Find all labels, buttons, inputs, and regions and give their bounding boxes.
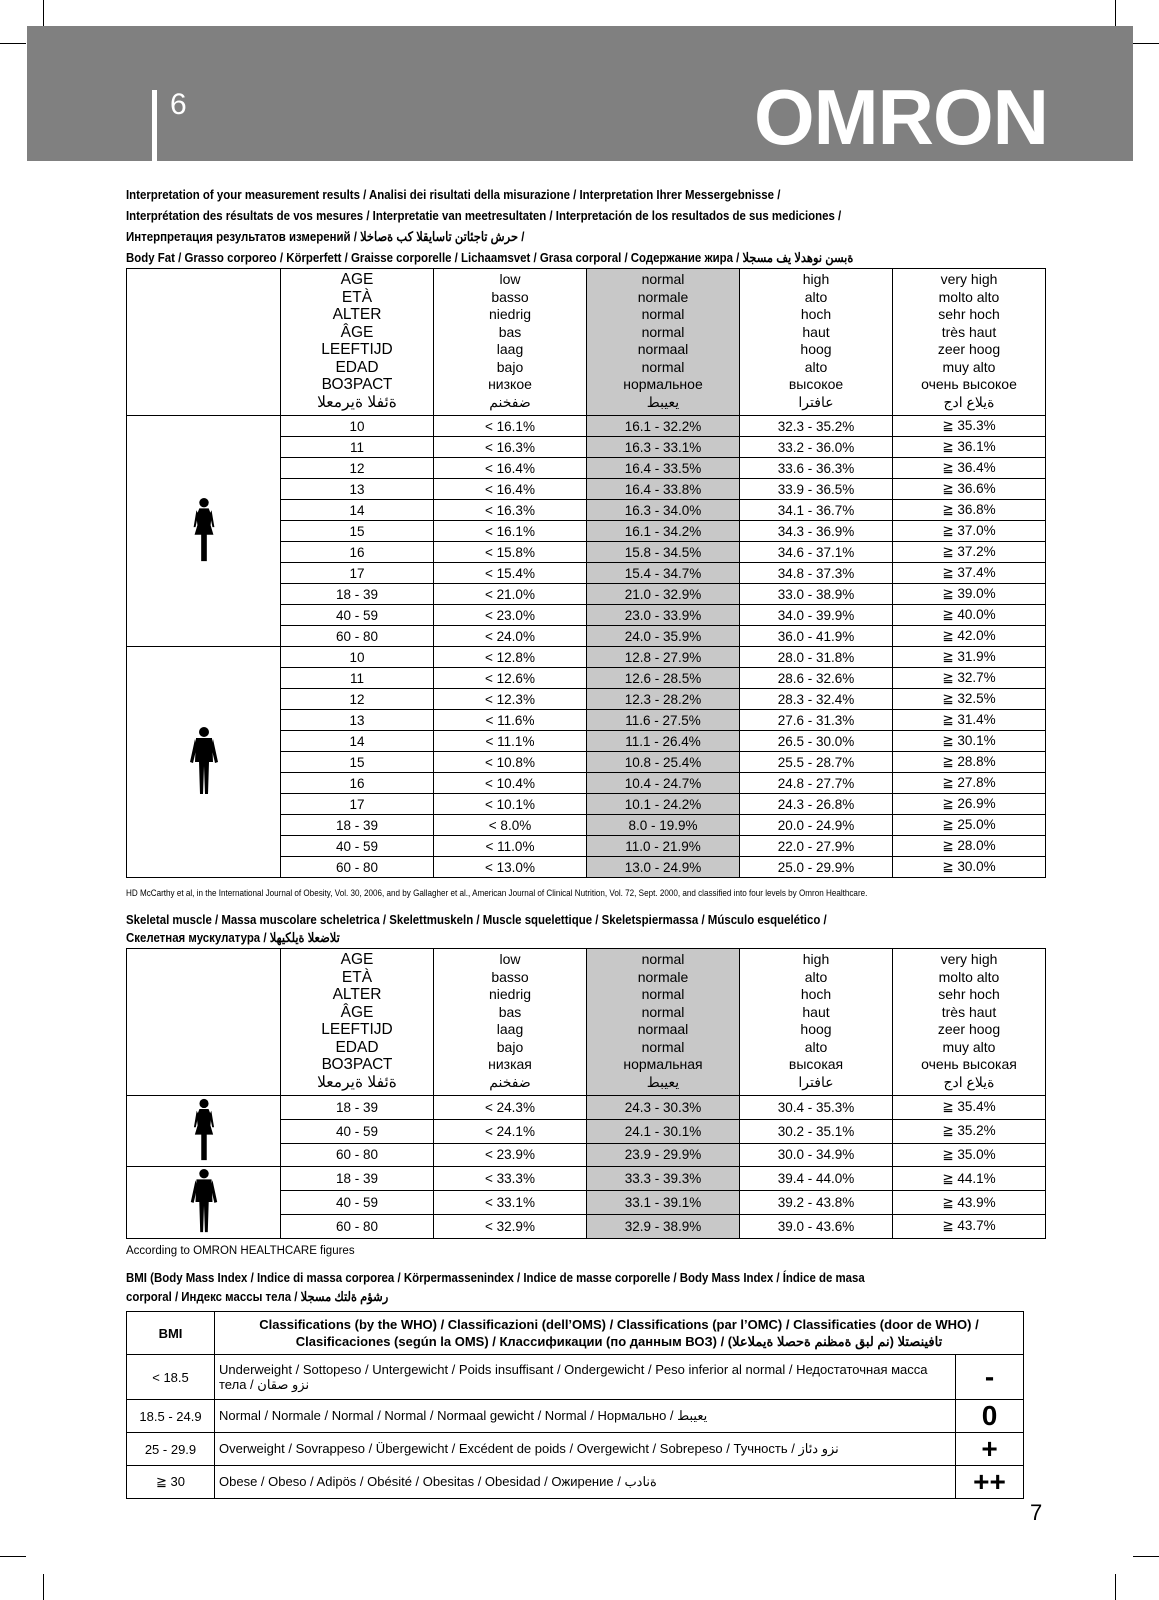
header-label: EDAD: [335, 1038, 379, 1056]
header-label: bajo: [496, 358, 524, 375]
normal-cell: 10.4 - 24.7%: [587, 773, 740, 794]
high-cell: 39.4 - 44.0%: [740, 1167, 893, 1191]
header-label: bas: [498, 323, 522, 340]
high-cell: 32.3 - 35.2%: [740, 416, 893, 437]
body-fat-header-row: [127, 269, 1046, 416]
high-cell: 30.0 - 34.9%: [740, 1143, 893, 1167]
header-label: ВОЗРАСТ: [321, 376, 393, 393]
low-cell: < 33.3%: [434, 1167, 587, 1191]
header-label: LEEFTIJD: [321, 1021, 393, 1038]
very-high-cell: ≧ 37.4%: [893, 563, 1046, 584]
bmi-row: [127, 1400, 1024, 1433]
header-label: ةئفلا ةيرمعلا: [317, 1073, 397, 1091]
gender-icon-cell: [127, 1167, 281, 1238]
very-high-cell: ≧ 43.9%: [893, 1191, 1046, 1215]
header-label: normaal: [637, 341, 689, 357]
age-cell: 10: [281, 647, 434, 668]
header-label: ETÀ: [341, 968, 373, 986]
classification-header-line: Classifications (by the WHO) / Classificazioni (dell’OMS) / Classifications (par l’OMC) / Classificaties (door de WHO) /: [259, 1317, 979, 1332]
very-high-cell: ≧ 36.4%: [893, 458, 1046, 479]
low-header: [434, 949, 587, 1096]
bmi-classification-cell: Overweight / Sovrappeso / Übergewicht / Excédent de poids / Overgewicht / Sobrepeso / Тучность / نزو دئاز: [215, 1433, 956, 1466]
very-high-cell: ≧ 44.1%: [893, 1167, 1046, 1191]
high-cell: 33.9 - 36.5%: [740, 479, 893, 500]
header-label: hoch: [800, 306, 832, 322]
very-high-cell: ≧ 40.0%: [893, 605, 1046, 626]
very-high-cell: ≧ 32.7%: [893, 668, 1046, 689]
body-fat-source-note: HD McCarthy et al, in the International Journal of Obesity, Vol. 30, 2006, and by Gallagher et al., American Journal of Clinical Nutrition, Vol. 72, Sept. 2000, and classified into four levels by Omron Healthcare.: [126, 888, 868, 898]
high-cell: 24.3 - 26.8%: [740, 794, 893, 815]
age-cell: 18 - 39: [281, 584, 434, 605]
normal-cell: 23.0 - 33.9%: [587, 605, 740, 626]
normal-cell: 33.1 - 39.1%: [587, 1191, 740, 1215]
very-high-cell: ≧ 39.0%: [893, 584, 1046, 605]
age-cell: 18 - 39: [281, 815, 434, 836]
crop-mark: [1115, 1574, 1116, 1600]
header-label: bas: [498, 1003, 522, 1020]
normal-cell: 16.1 - 32.2%: [587, 416, 740, 437]
very-high-header: [893, 949, 1046, 1096]
very-high-cell: ≧ 35.2%: [893, 1119, 1046, 1143]
skeletal-female-rows: [127, 1096, 1046, 1167]
crop-mark: [0, 1556, 26, 1557]
age-cell: 11: [281, 668, 434, 689]
header-label: низкое: [488, 376, 532, 392]
header-label: ALTER: [332, 986, 382, 1003]
normal-cell: 16.3 - 34.0%: [587, 500, 740, 521]
header-label: normal: [641, 271, 685, 287]
high-cell: 28.6 - 32.6%: [740, 668, 893, 689]
omron-logo: OMRON: [754, 73, 1048, 161]
bmi-range-cell: < 18.5: [127, 1355, 215, 1400]
header-label: low: [499, 271, 521, 287]
body-fat-table: [126, 268, 1046, 878]
high-cell: 30.2 - 35.1%: [740, 1119, 893, 1143]
female-figure-icon: [190, 1098, 218, 1162]
age-cell: 40 - 59: [281, 1119, 434, 1143]
header-label: ВОЗРАСТ: [321, 1056, 393, 1073]
age-cell: 15: [281, 521, 434, 542]
very-high-cell: ≧ 30.0%: [893, 857, 1046, 878]
age-cell: 10: [281, 416, 434, 437]
header-label: molto alto: [938, 968, 1000, 985]
low-cell: < 12.6%: [434, 668, 587, 689]
body-fat-female-rows: [127, 416, 1046, 647]
low-cell: < 10.8%: [434, 752, 587, 773]
header-label: normal: [641, 358, 685, 375]
normal-cell: 16.1 - 34.2%: [587, 521, 740, 542]
bmi-rows: [127, 1355, 1024, 1499]
normal-cell: 10.8 - 25.4%: [587, 752, 740, 773]
age-header: [281, 949, 434, 1096]
normal-cell: 12.8 - 27.9%: [587, 647, 740, 668]
header-label: high: [802, 951, 830, 967]
age-cell: 40 - 59: [281, 605, 434, 626]
intro-title-line: Интерпретация результатов измерений / حرش تاجئاتن تاسايقلا كب ةصاخلا /: [126, 229, 525, 244]
header-label: niedrig: [488, 986, 532, 1002]
high-cell: 33.0 - 38.9%: [740, 584, 893, 605]
header-label: haut: [802, 1003, 830, 1020]
age-cell: 15: [281, 752, 434, 773]
very-high-cell: ≧ 42.0%: [893, 626, 1046, 647]
crop-mark: [43, 1574, 44, 1600]
high-cell: 36.0 - 41.9%: [740, 626, 893, 647]
low-cell: < 16.3%: [434, 437, 587, 458]
crop-mark: [0, 43, 26, 44]
very-high-cell: ≧ 37.0%: [893, 521, 1046, 542]
classification-column-header: [215, 1312, 1024, 1355]
high-cell: 28.0 - 31.8%: [740, 647, 893, 668]
header-label: alto: [804, 358, 828, 375]
bmi-column-header: BMI: [127, 1312, 215, 1355]
normal-header: [587, 269, 740, 416]
header-label: alto: [804, 288, 828, 305]
age-cell: 60 - 80: [281, 1214, 434, 1238]
header-label: very high: [940, 271, 998, 287]
bmi-row: [127, 1433, 1024, 1466]
bmi-row: [127, 1355, 1024, 1400]
header-label: normal: [641, 1038, 685, 1055]
low-cell: < 8.0%: [434, 815, 587, 836]
high-cell: 22.0 - 27.9%: [740, 836, 893, 857]
header-label: LEEFTIJD: [321, 341, 393, 358]
age-cell: 40 - 59: [281, 836, 434, 857]
chapter-bar: [152, 90, 157, 161]
header-label: normal: [641, 306, 685, 322]
header-label: AGE: [340, 951, 374, 968]
high-cell: 28.3 - 32.4%: [740, 689, 893, 710]
low-cell: < 15.8%: [434, 542, 587, 563]
low-cell: < 16.4%: [434, 479, 587, 500]
age-cell: 14: [281, 731, 434, 752]
normal-cell: 10.1 - 24.2%: [587, 794, 740, 815]
normal-cell: 16.4 - 33.5%: [587, 458, 740, 479]
crop-mark: [43, 0, 44, 26]
header-label: ALTER: [332, 306, 382, 323]
very-high-cell: ≧ 36.6%: [893, 479, 1046, 500]
age-cell: 11: [281, 437, 434, 458]
high-cell: 25.0 - 29.9%: [740, 857, 893, 878]
header-label: عافترا: [798, 1073, 834, 1090]
low-cell: < 16.1%: [434, 416, 587, 437]
table-row: [127, 1167, 1046, 1191]
header-label: высокое: [788, 376, 844, 392]
header-label: ةيلاع ادج: [943, 1073, 995, 1090]
age-cell: 60 - 80: [281, 1143, 434, 1167]
bmi-row: [127, 1466, 1024, 1499]
low-cell: < 32.9%: [434, 1214, 587, 1238]
header-label: normal: [641, 986, 685, 1002]
header-label: normale: [637, 968, 689, 985]
low-cell: < 24.0%: [434, 626, 587, 647]
age-cell: 12: [281, 689, 434, 710]
intro-title-line: Interpretation of your measurement results / Analisi dei risultati della misurazione / Interpretation Ihrer Messergebnisse /: [126, 187, 781, 202]
header-label: ةئفلا ةيرمعلا: [317, 393, 397, 411]
very-high-cell: ≧ 28.8%: [893, 752, 1046, 773]
very-high-header: [893, 269, 1046, 416]
gender-icon-cell: [127, 1096, 281, 1167]
normal-cell: 32.9 - 38.9%: [587, 1214, 740, 1238]
very-high-cell: ≧ 35.4%: [893, 1096, 1046, 1120]
header-label: très haut: [941, 323, 997, 340]
header-label: ÂGE: [340, 1003, 374, 1021]
bmi-range-cell: 25 - 29.9: [127, 1433, 215, 1466]
header-label: ضفخنم: [489, 393, 531, 410]
low-cell: < 11.6%: [434, 710, 587, 731]
low-cell: < 33.1%: [434, 1191, 587, 1215]
normal-cell: 11.6 - 27.5%: [587, 710, 740, 731]
header-label: normaal: [637, 1021, 689, 1037]
header-label: normale: [637, 288, 689, 305]
page-number: 7: [1030, 1500, 1043, 1525]
high-cell: 34.8 - 37.3%: [740, 563, 893, 584]
header-label: يعيبط: [646, 1073, 680, 1090]
header-label: muy alto: [942, 1038, 996, 1055]
very-high-cell: ≧ 37.2%: [893, 542, 1046, 563]
skeletal-muscle-table: [126, 948, 1046, 1239]
high-cell: 25.5 - 28.7%: [740, 752, 893, 773]
header-label: низкая: [488, 1056, 532, 1072]
header-label: zeer hoog: [937, 1021, 1001, 1037]
header-label: très haut: [941, 1003, 997, 1020]
normal-cell: 23.9 - 29.9%: [587, 1143, 740, 1167]
bmi-symbol-cell: -: [956, 1355, 1024, 1400]
header-label: basso: [491, 968, 529, 985]
body-fat-male-rows: [127, 647, 1046, 878]
header-label: alto: [804, 1038, 828, 1055]
crop-mark: [1115, 0, 1116, 26]
low-cell: < 16.3%: [434, 500, 587, 521]
low-cell: < 13.0%: [434, 857, 587, 878]
skeletal-source-note: According to OMRON HEALTHCARE figures: [126, 1245, 355, 1257]
high-header: [740, 269, 893, 416]
very-high-cell: ≧ 32.5%: [893, 689, 1046, 710]
header-label: laag: [496, 1021, 524, 1037]
header-label: hoch: [800, 986, 832, 1002]
normal-cell: 11.0 - 21.9%: [587, 836, 740, 857]
age-cell: 13: [281, 479, 434, 500]
very-high-cell: ≧ 27.8%: [893, 773, 1046, 794]
bmi-range-cell: 18.5 - 24.9: [127, 1400, 215, 1433]
normal-cell: 24.0 - 35.9%: [587, 626, 740, 647]
header-label: AGE: [340, 271, 374, 288]
normal-header: [587, 949, 740, 1096]
normal-cell: 15.8 - 34.5%: [587, 542, 740, 563]
age-cell: 18 - 39: [281, 1096, 434, 1120]
age-cell: 13: [281, 710, 434, 731]
header-label: عافترا: [798, 393, 834, 410]
chapter-number: 6: [170, 88, 187, 121]
very-high-cell: ≧ 43.7%: [893, 1214, 1046, 1238]
header-label: muy alto: [942, 358, 996, 375]
bmi-range-cell: ≧ 30: [127, 1466, 215, 1499]
age-cell: 17: [281, 794, 434, 815]
low-cell: < 24.1%: [434, 1119, 587, 1143]
bmi-title-line: corporal / Индекс массы тела / رشؤم ةلتك مسجلا: [126, 1289, 389, 1304]
high-cell: 27.6 - 31.3%: [740, 710, 893, 731]
bmi-classification-cell: Normal / Normale / Normal / Normal / Normaal gewicht / Normal / Нормально / يعيبط: [215, 1400, 956, 1433]
gender-icon-cell: [127, 416, 281, 647]
low-cell: < 24.3%: [434, 1096, 587, 1120]
age-cell: 12: [281, 458, 434, 479]
header-label: нормальная: [623, 1056, 703, 1072]
header-label: niedrig: [488, 306, 532, 322]
normal-cell: 8.0 - 19.9%: [587, 815, 740, 836]
very-high-cell: ≧ 35.0%: [893, 1143, 1046, 1167]
header-label: нормальное: [623, 376, 703, 392]
low-cell: < 23.0%: [434, 605, 587, 626]
male-figure-icon: [188, 722, 220, 800]
age-cell: 14: [281, 500, 434, 521]
normal-cell: 15.4 - 34.7%: [587, 563, 740, 584]
header-blank: [127, 949, 281, 1096]
bmi-symbol-cell: 0: [956, 1400, 1024, 1433]
age-cell: 16: [281, 773, 434, 794]
header-label: bajo: [496, 1038, 524, 1055]
header-label: zeer hoog: [937, 341, 1001, 357]
normal-cell: 33.3 - 39.3%: [587, 1167, 740, 1191]
page-header: [27, 26, 1133, 161]
bmi-symbol-cell: ++: [956, 1466, 1024, 1499]
very-high-cell: ≧ 36.1%: [893, 437, 1046, 458]
very-high-cell: ≧ 28.0%: [893, 836, 1046, 857]
very-high-cell: ≧ 25.0%: [893, 815, 1046, 836]
very-high-cell: ≧ 30.1%: [893, 731, 1046, 752]
high-cell: 24.8 - 27.7%: [740, 773, 893, 794]
high-cell: 34.1 - 36.7%: [740, 500, 893, 521]
header-label: высокая: [788, 1056, 844, 1072]
header-label: alto: [804, 968, 828, 985]
table-row: [127, 647, 1046, 668]
very-high-cell: ≧ 35.3%: [893, 416, 1046, 437]
high-cell: 20.0 - 24.9%: [740, 815, 893, 836]
high-cell: 34.3 - 36.9%: [740, 521, 893, 542]
normal-cell: 12.3 - 28.2%: [587, 689, 740, 710]
bmi-classification-cell: Underweight / Sottopeso / Untergewicht / Poids insuffisant / Ondergewicht / Peso inferior al normal / Недостаточная масса тела / نزو صقان: [215, 1355, 956, 1400]
high-cell: 26.5 - 30.0%: [740, 731, 893, 752]
header-label: EDAD: [335, 358, 379, 376]
high-header: [740, 949, 893, 1096]
female-figure-icon: [190, 497, 218, 563]
normal-cell: 24.3 - 30.3%: [587, 1096, 740, 1120]
skeletal-title-line: Скелетная мускулатура / تلاضعلا ةيلكيهلا: [126, 930, 340, 945]
age-cell: 60 - 80: [281, 857, 434, 878]
header-label: laag: [496, 341, 524, 357]
crop-mark: [1133, 43, 1159, 44]
header-label: basso: [491, 288, 529, 305]
header-label: normal: [641, 1003, 685, 1020]
normal-cell: 16.3 - 33.1%: [587, 437, 740, 458]
low-cell: < 16.4%: [434, 458, 587, 479]
age-cell: 60 - 80: [281, 626, 434, 647]
header-label: очень высокое: [921, 376, 1017, 392]
normal-cell: 11.1 - 26.4%: [587, 731, 740, 752]
age-cell: 17: [281, 563, 434, 584]
header-label: ةيلاع ادج: [943, 393, 995, 410]
header-label: normal: [641, 323, 685, 340]
low-cell: < 12.3%: [434, 689, 587, 710]
header-label: normal: [641, 951, 685, 967]
header-label: molto alto: [938, 288, 1000, 305]
bmi-symbol-cell: +: [956, 1433, 1024, 1466]
intro-title-line: Interprétation des résultats de vos mesures / Interpretatie van meetresultaten / Interpretación de los resultados de sus mediciones /: [126, 208, 842, 223]
crop-mark: [1133, 1556, 1159, 1557]
body-fat-title: Body Fat / Grasso corporeo / Körperfett / Graisse corporelle / Lichaamsvet / Grasa corporal / Содержание жира / ةبسن نوهدلا يف مسجلا: [126, 250, 854, 265]
bmi-table: [126, 1311, 1024, 1499]
header-label: sehr hoch: [938, 306, 1000, 322]
header-label: very high: [940, 951, 998, 967]
header-label: ETÀ: [341, 288, 373, 306]
header-label: sehr hoch: [938, 986, 1000, 1002]
very-high-cell: ≧ 36.8%: [893, 500, 1046, 521]
high-cell: 34.6 - 37.1%: [740, 542, 893, 563]
header-label: ضفخنم: [489, 1073, 531, 1090]
age-header: [281, 269, 434, 416]
age-cell: 18 - 39: [281, 1167, 434, 1191]
low-cell: < 16.1%: [434, 521, 587, 542]
low-cell: < 23.9%: [434, 1143, 587, 1167]
header-label: hoog: [800, 341, 832, 357]
header-blank: [127, 269, 281, 416]
very-high-cell: ≧ 31.9%: [893, 647, 1046, 668]
male-figure-icon: [188, 1168, 220, 1234]
low-cell: < 10.1%: [434, 794, 587, 815]
normal-cell: 21.0 - 32.9%: [587, 584, 740, 605]
very-high-cell: ≧ 31.4%: [893, 710, 1046, 731]
low-cell: < 21.0%: [434, 584, 587, 605]
age-cell: 40 - 59: [281, 1191, 434, 1215]
normal-cell: 24.1 - 30.1%: [587, 1119, 740, 1143]
low-header: [434, 269, 587, 416]
header-label: haut: [802, 323, 830, 340]
high-cell: 34.0 - 39.9%: [740, 605, 893, 626]
skeletal-title-line: Skeletal muscle / Massa muscolare scheletrica / Skelettmuskeln / Muscle squelettique / Skeletspiermassa / Músculo esquelético /: [126, 912, 827, 927]
header-label: low: [499, 951, 521, 967]
high-cell: 39.2 - 43.8%: [740, 1191, 893, 1215]
normal-cell: 16.4 - 33.8%: [587, 479, 740, 500]
skeletal-male-rows: [127, 1167, 1046, 1238]
low-cell: < 11.0%: [434, 836, 587, 857]
header-label: يعيبط: [646, 393, 680, 410]
normal-cell: 12.6 - 28.5%: [587, 668, 740, 689]
bmi-title-line: BMI (Body Mass Index / Indice di massa corporea / Körpermassenindex / Indice de masse corporelle / Body Mass Index / Índice de masa: [126, 1270, 865, 1285]
header-label: очень высокая: [921, 1056, 1017, 1072]
high-cell: 33.6 - 36.3%: [740, 458, 893, 479]
bmi-header-row: [127, 1312, 1024, 1355]
very-high-cell: ≧ 26.9%: [893, 794, 1046, 815]
header-label: ÂGE: [340, 323, 374, 341]
high-cell: 30.4 - 35.3%: [740, 1096, 893, 1120]
high-cell: 39.0 - 43.6%: [740, 1214, 893, 1238]
low-cell: < 11.1%: [434, 731, 587, 752]
low-cell: < 10.4%: [434, 773, 587, 794]
skeletal-header-row: [127, 949, 1046, 1096]
age-cell: 16: [281, 542, 434, 563]
high-cell: 33.2 - 36.0%: [740, 437, 893, 458]
table-row: [127, 1096, 1046, 1120]
bmi-classification-cell: Obese / Obeso / Adipös / Obésité / Obesitas / Obesidad / Ожирение / ةنادب: [215, 1466, 956, 1499]
classification-header-line: Clasificaciones (según la OMS) / Классификации (по данным ВОЗ) / تافينصتلا (نم لبق ةمظنم ةحصلا ةيملاعلا): [295, 1334, 943, 1349]
header-label: hoog: [800, 1021, 832, 1037]
low-cell: < 12.8%: [434, 647, 587, 668]
table-row: [127, 416, 1046, 437]
header-label: high: [802, 271, 830, 287]
normal-cell: 13.0 - 24.9%: [587, 857, 740, 878]
gender-icon-cell: [127, 647, 281, 878]
low-cell: < 15.4%: [434, 563, 587, 584]
